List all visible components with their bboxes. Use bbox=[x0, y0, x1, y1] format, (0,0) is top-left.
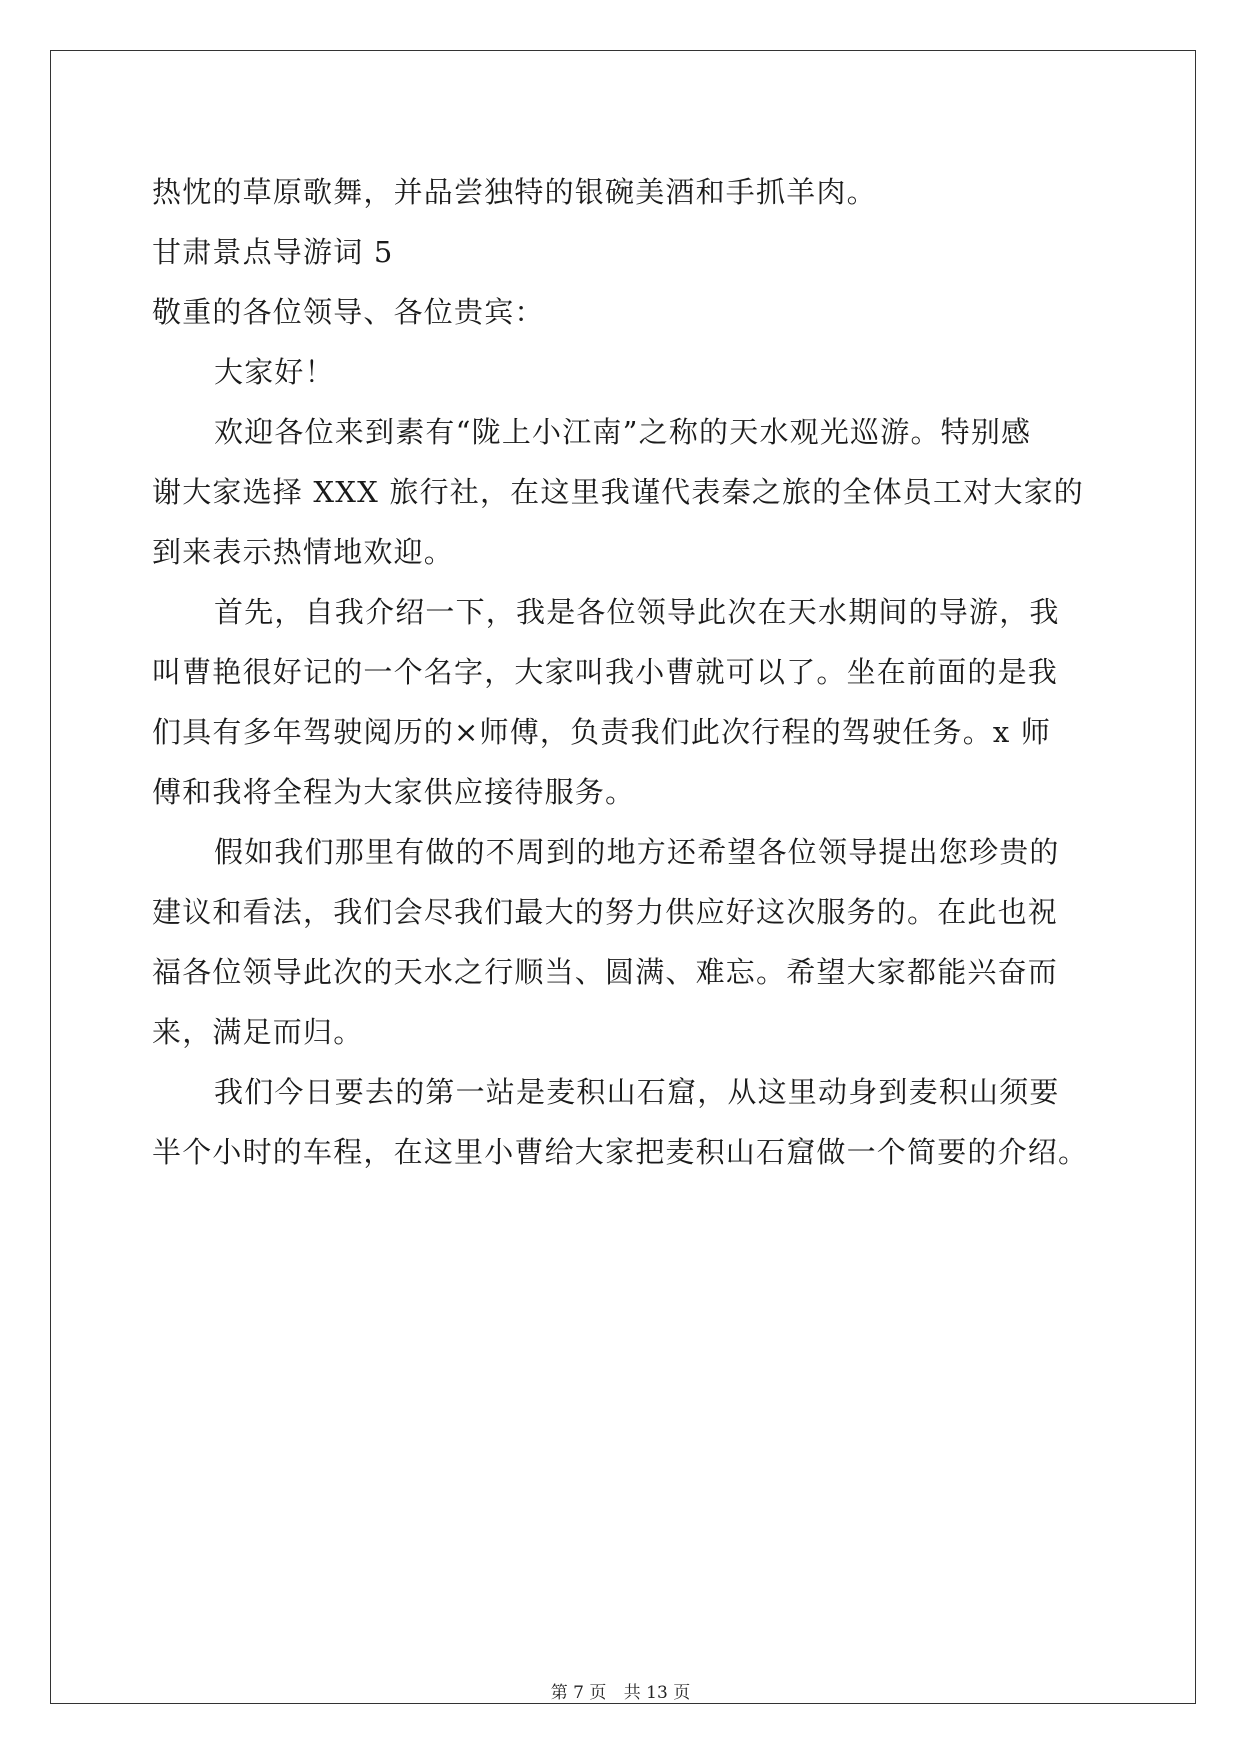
paragraph-wishes-line-1: 假如我们那里有做的不周到的地方还希望各位领导提出您珍贵的 bbox=[214, 835, 1060, 869]
paragraph-welcome-line-2: 谢大家选择 XXX 旅行社，在这里我谨代表秦之旅的全体员工对大家的 bbox=[152, 475, 1084, 509]
paragraph-intro-line-1: 首先，自我介绍一下，我是各位领导此次在天水期间的导游，我 bbox=[214, 595, 1060, 629]
paragraph-welcome-line-3: 到来表示热情地欢迎。 bbox=[152, 535, 455, 569]
page-number: 第 7 页 bbox=[550, 1683, 607, 1703]
salutation: 敬重的各位领导、各位贵宾： bbox=[152, 295, 545, 329]
paragraph-welcome-line-1: 欢迎各位来到素有“陇上小江南”之称的天水观光巡游。特别感 bbox=[214, 415, 1032, 449]
paragraph-wishes-line-2: 建议和看法，我们会尽我们最大的努力供应好这次服务的。在此也祝 bbox=[152, 895, 1059, 929]
total-pages: 共 13 页 bbox=[623, 1683, 691, 1703]
section-heading: 甘肃景点导游词 5 bbox=[152, 235, 394, 269]
greeting: 大家好！ bbox=[214, 355, 335, 389]
paragraph-wishes-line-3: 福各位领导此次的天水之行顺当、圆满、难忘。希望大家都能兴奋而 bbox=[152, 955, 1059, 989]
paragraph-intro-line-2: 叫曹艳很好记的一个名字，大家叫我小曹就可以了。坐在前面的是我 bbox=[152, 655, 1059, 689]
paragraph-intro-line-4: 傅和我将全程为大家供应接待服务。 bbox=[152, 775, 636, 809]
paragraph-intro-line-3: 们具有多年驾驶阅历的×师傅，负责我们此次行程的驾驶任务。x 师 bbox=[152, 715, 1052, 749]
paragraph-maijishan-line-1: 我们今日要去的第一站是麦积山石窟，从这里动身到麦积山须要 bbox=[214, 1075, 1060, 1109]
paragraph-maijishan-line-2: 半个小时的车程，在这里小曹给大家把麦积山石窟做一个简要的介绍。 bbox=[152, 1135, 1089, 1169]
text-line-continuation: 热忱的草原歌舞，并品尝独特的银碗美酒和手抓羊肉。 bbox=[152, 175, 877, 209]
paragraph-wishes-line-4: 来，满足而归。 bbox=[152, 1015, 364, 1049]
page-footer bbox=[0, 1682, 1241, 1704]
